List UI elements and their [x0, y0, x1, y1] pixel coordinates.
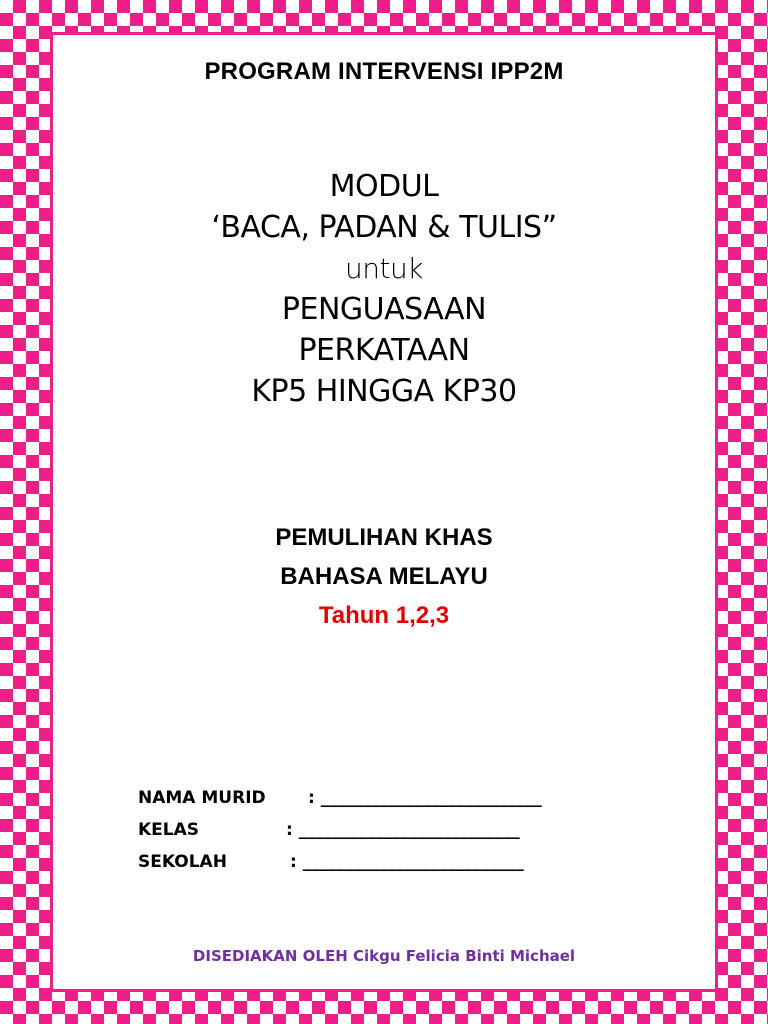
nama-field[interactable]: : __________________________: [308, 788, 542, 808]
sekolah-field[interactable]: : __________________________: [290, 852, 524, 872]
credit-line: DISEDIAKAN OLEH Cikgu Felicia Binti Michael: [192, 947, 576, 965]
module-line-modul: MODUL: [329, 169, 439, 204]
kelas-label: KELAS: [138, 820, 200, 840]
module-title-block: [0, 166, 768, 412]
subject-year: Tahun 1,2,3: [318, 602, 450, 629]
program-title: PROGRAM INTERVENSI IPP2M: [204, 58, 564, 85]
subject-pemulihan: PEMULIHAN KHAS: [275, 524, 493, 551]
module-line-range: KP5 HINGGA KP30: [251, 374, 517, 409]
module-line-name: ‘BACA, PADAN & TULIS”: [211, 210, 557, 245]
nama-label: NAMA MURID: [138, 788, 266, 808]
sekolah-label: SEKOLAH: [138, 852, 227, 872]
module-line-perkataan: PERKATAAN: [298, 333, 470, 368]
kelas-field[interactable]: : __________________________: [286, 820, 520, 840]
subject-bahasa: BAHASA MELAYU: [280, 563, 488, 590]
subject-block: [0, 518, 768, 635]
module-line-penguasaan: PENGUASAAN: [281, 292, 487, 327]
module-line-untuk: untuk: [345, 252, 423, 285]
